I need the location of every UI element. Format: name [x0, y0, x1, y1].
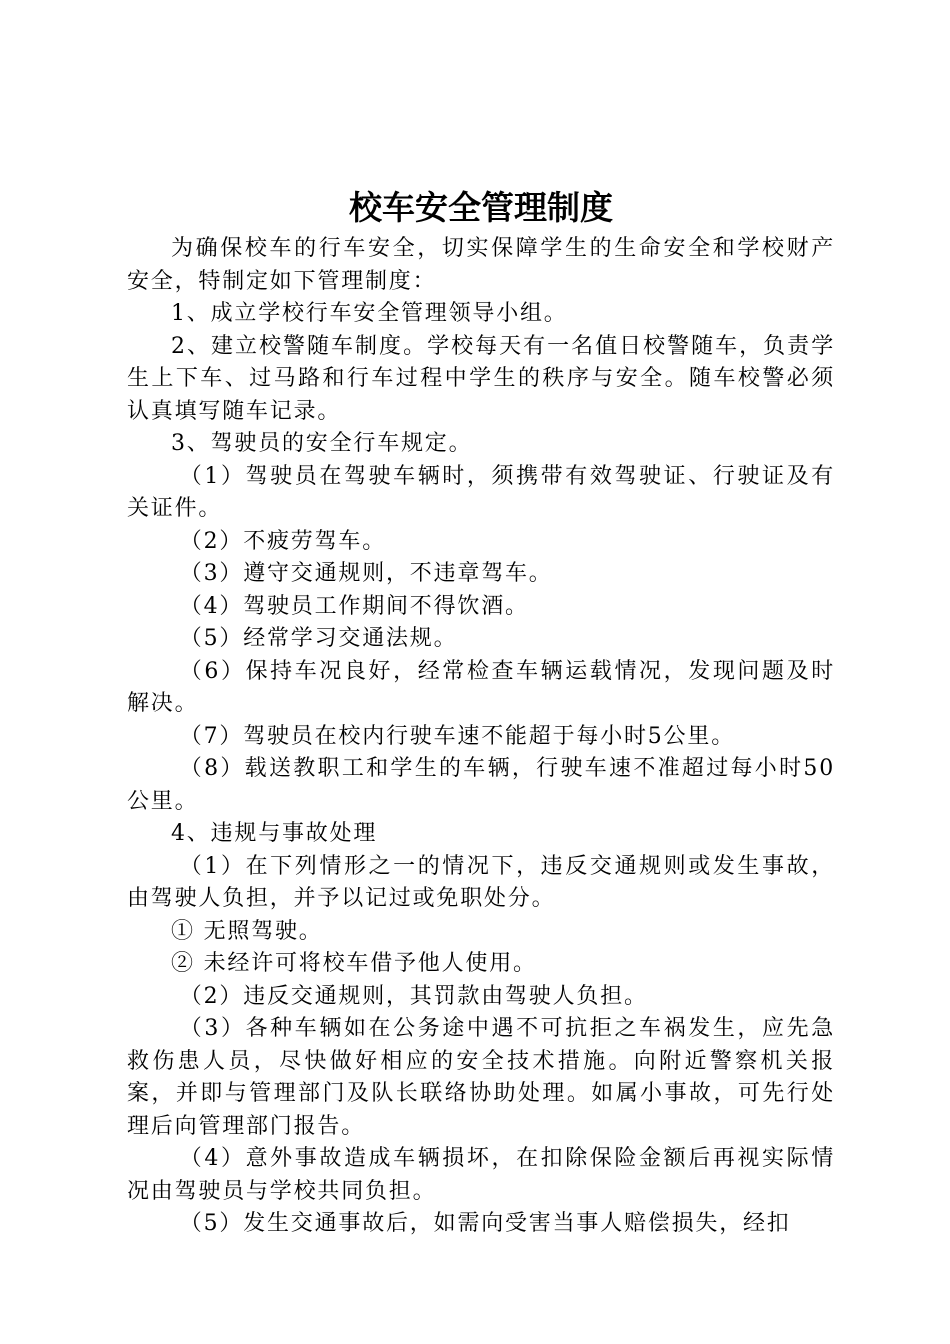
rule-4-item-4: （4）意外事故造成车辆损坏，在扣除保险金额后再视实际情况由驾驶员与学校共同负担。: [127, 1146, 835, 1204]
rule-3-item-4: （4）驾驶员工作期间不得饮酒。: [179, 593, 529, 619]
rule-1: 1、成立学校行车安全管理领导小组。: [171, 301, 568, 326]
document-title: 校车安全管理制度: [349, 188, 613, 227]
rule-2: 2、建立校警随车制度。学校每天有一名值日校警随车，负责学生上下车、过马路和行车过程中学生的秩序与安全。随车校警必须认真填写随车记录。: [127, 333, 835, 424]
intro-paragraph: 为确保校车的行车安全，切实保障学生的生命安全和学校财产安全，特制定如下管理制度：: [127, 236, 835, 294]
rule-4-item-5: （5）发生交通事故后，如需向受害当事人赔偿损失，经扣: [179, 1211, 791, 1236]
rule-4-item-2: （2）违反交通规则，其罚款由驾驶人负担。: [179, 983, 648, 1009]
rule-4-item-1-case-2: ② 未经许可将校车借予他人使用。: [171, 951, 537, 976]
rule-3-item-3: （3）遵守交通规则，不违章驾车。: [179, 561, 553, 586]
rule-3-item-6: （6）保持车况良好，经常检查车辆运载情况，发现问题及时解决。: [127, 658, 835, 716]
rule-3-item-7: （7）驾驶员在校内行驶车速不能超于每小时5公里。: [179, 723, 735, 749]
rule-4: 4、违规与事故处理: [171, 821, 378, 846]
rule-3-item-1: （1）驾驶员在驾驶车辆时，须携带有效驾驶证、行驶证及有关证件。: [127, 463, 835, 521]
rule-3: 3、驾驶员的安全行车规定。: [171, 431, 473, 456]
document-page: [127, 183, 835, 1241]
rule-4-item-1: （1）在下列情形之一的情况下，违反交通规则或发生事故，由驾驶人负担，并予以记过或免职处分。: [127, 853, 835, 911]
rule-3-item-8: （8）载送教职工和学生的车辆，行驶车速不准超过每小时50公里。: [127, 756, 835, 814]
rule-3-item-5: （5）经常学习交通法规。: [179, 626, 458, 651]
rule-4-item-1-case-1: ① 无照驾驶。: [171, 918, 323, 944]
rule-4-item-3: （3）各种车辆如在公务途中遇不可抗拒之车祸发生，应先急救伤患人员，尽快做好相应的安全技术措施。向附近警察机关报案，并即与管理部门及队长联络协助处理。如属小事故，可先行处理后向管理部门报告。: [127, 1016, 835, 1139]
rule-3-item-2: （2）不疲劳驾车。: [179, 528, 386, 554]
